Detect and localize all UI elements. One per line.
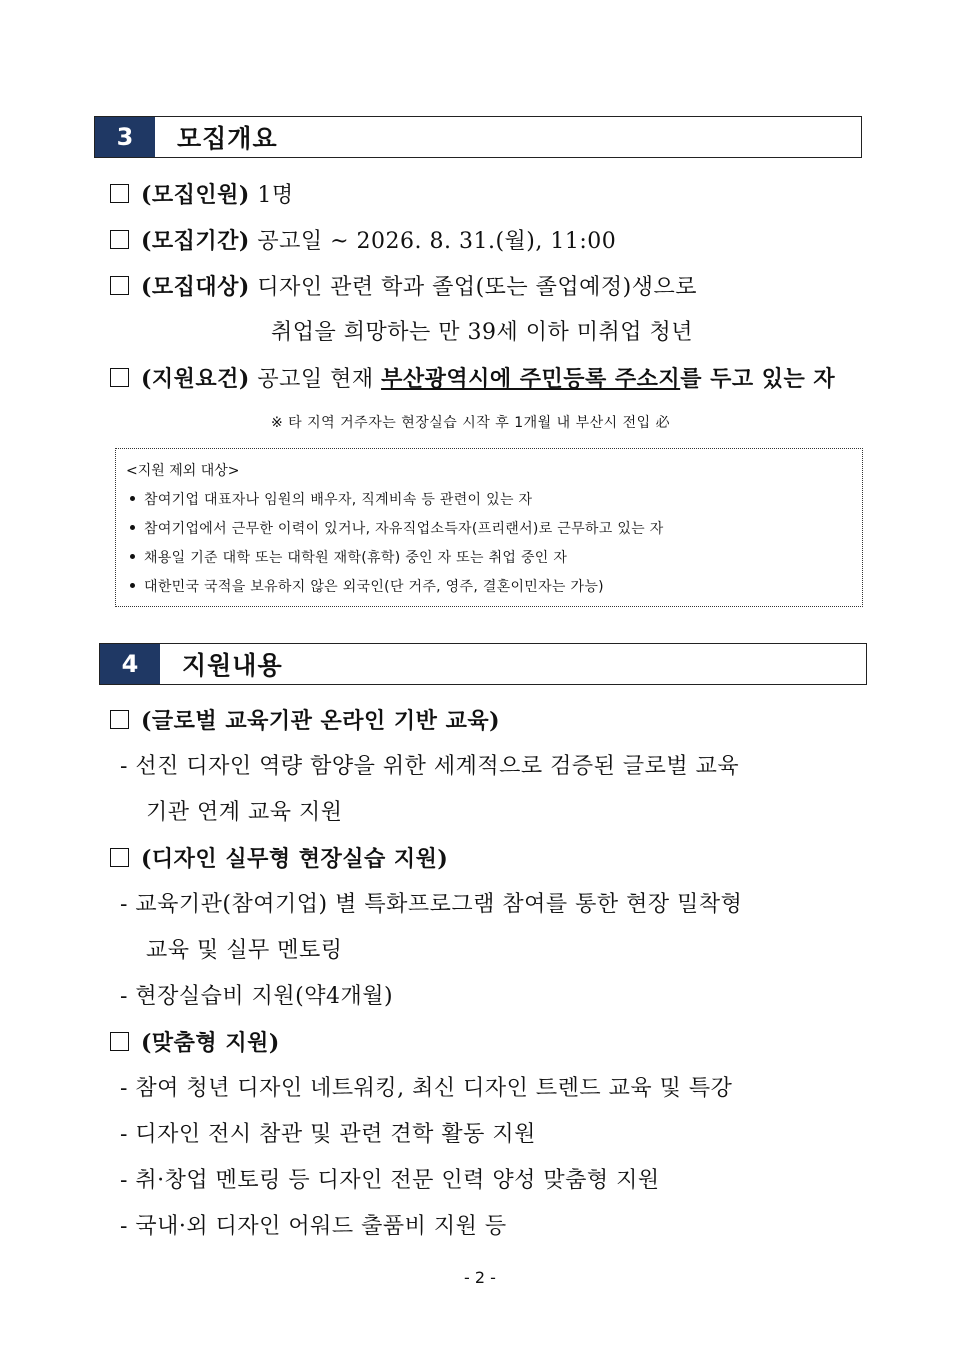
- support-detail-line: 기관 연계 교육 지원: [146, 800, 343, 825]
- section-3-header: [94, 116, 862, 158]
- section-3-title: 모집개요: [177, 124, 278, 153]
- exclusion-item: 대한민국 국적을 보유하지 않은 외국인(단 거주, 영주, 결혼이민자는 가능): [130, 576, 604, 596]
- support-detail-line: - 국내·외 디자인 어워드 출품비 지원 등: [120, 1214, 507, 1239]
- checkbox-square-icon: [110, 710, 129, 729]
- support-detail-line: - 선진 디자인 역량 함양을 위한 세계적으로 검증된 글로벌 교육: [120, 754, 740, 779]
- eligibility-item: (지원요건) 공고일 현재 부산광역시에 주민등록 주소지를 두고 있는 자: [110, 365, 835, 394]
- checkbox-square-icon: [110, 368, 129, 387]
- checkbox-square-icon: [110, 184, 129, 203]
- exclusion-title: <지원 제외 대상>: [126, 463, 240, 479]
- checkbox-square-icon: [110, 276, 129, 295]
- checkbox-square-icon: [110, 1032, 129, 1051]
- support-group-heading: (맞춤형 지원): [110, 1029, 280, 1058]
- bullet-icon: [130, 496, 135, 501]
- exclusion-item: 참여기업 대표자나 임원의 배우자, 직계비속 등 관련이 있는 자: [130, 489, 532, 509]
- recruit-count-item: (모집인원) 1명: [110, 181, 294, 210]
- recruit-period-item: (모집기간) 공고일 ~ 2026. 8. 31.(월), 11:00: [110, 227, 616, 256]
- support-group-heading: (디자인 실무형 현장실습 지원): [110, 845, 448, 874]
- recruit-target-item: (모집대상) 디자인 관련 학과 졸업(또는 졸업예정)생으로: [110, 273, 697, 302]
- support-detail-line: - 디자인 전시 참관 및 관련 견학 활동 지원: [120, 1122, 536, 1147]
- support-detail-line: - 취·창업 멘토링 등 디자인 전문 인력 양성 맞춤형 지원: [120, 1168, 660, 1193]
- section-3-number: 3: [95, 117, 155, 157]
- exclusion-item: 참여기업에서 근무한 이력이 있거나, 자유직업소득자(프리랜서)로 근무하고 있는 자: [130, 518, 664, 538]
- checkbox-square-icon: [110, 848, 129, 867]
- support-detail-line: 교육 및 실무 멘토링: [146, 938, 343, 963]
- exclusion-box: [115, 448, 863, 607]
- support-group-heading: (글로벌 교육기관 온라인 기반 교육): [110, 707, 500, 736]
- exclusion-item: 채용일 기준 대학 또는 대학원 재학(휴학) 중인 자 또는 취업 중인 자: [130, 547, 567, 567]
- bullet-icon: [130, 525, 135, 530]
- section-4-number: 4: [100, 644, 160, 684]
- section-4-title: 지원내용: [182, 651, 283, 680]
- section-4-header: [99, 643, 867, 685]
- support-detail-line: - 참여 청년 디자인 네트워킹, 최신 디자인 트렌드 교육 및 특강: [120, 1076, 733, 1101]
- bullet-icon: [130, 583, 135, 588]
- recruit-target-continuation: 취업을 희망하는 만 39세 이하 미취업 청년: [271, 320, 693, 345]
- page-number: - 2 -: [464, 1268, 496, 1287]
- bullet-icon: [130, 554, 135, 559]
- residency-note: ※ 타 지역 거주자는 현장실습 시작 후 1개월 내 부산시 전입 必: [271, 415, 671, 431]
- support-detail-line: - 교육기관(참여기업) 별 특화프로그램 참여를 통한 현장 밀착형: [120, 892, 743, 917]
- support-detail-line: - 현장실습비 지원(약4개월): [120, 984, 394, 1009]
- checkbox-square-icon: [110, 230, 129, 249]
